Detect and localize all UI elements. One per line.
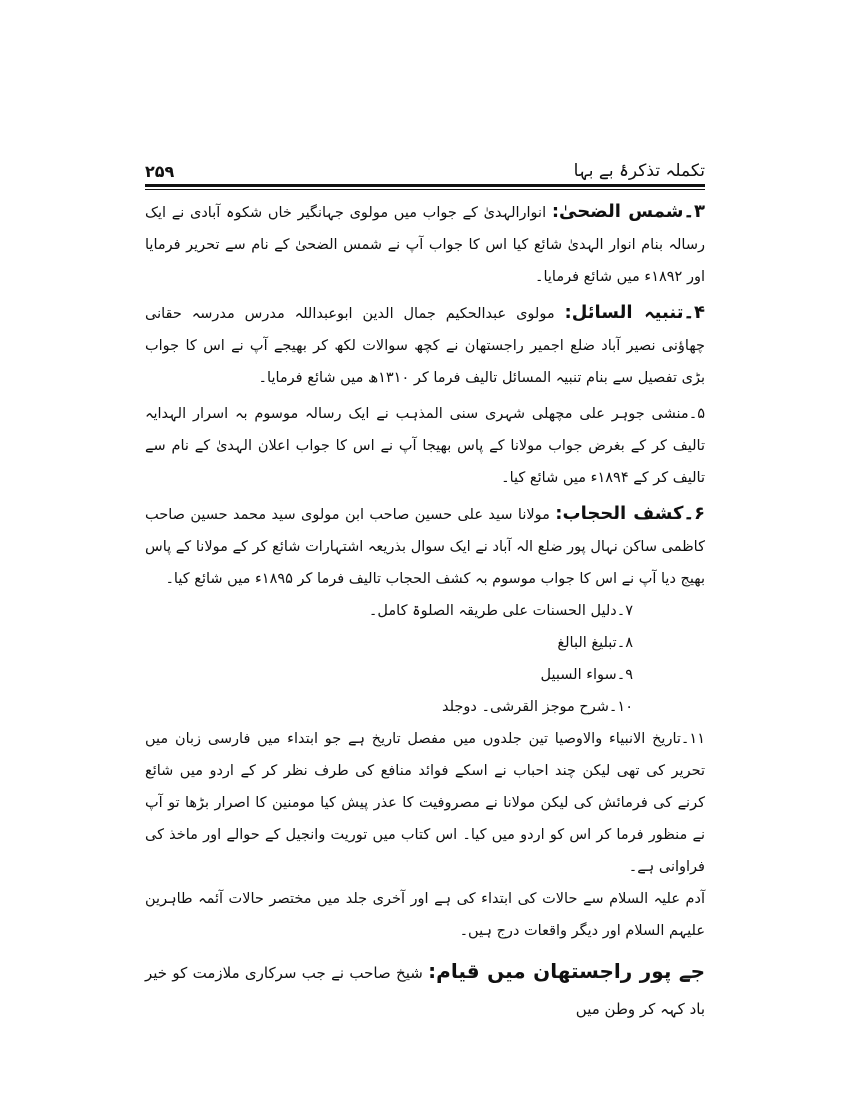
list-item: ۹۔سواء السبیل xyxy=(540,667,633,683)
page-number: ۲۵۹ xyxy=(145,162,175,181)
paragraph-continuation: آدم علیہ السلام سے حالات کی ابتداء کی ہے اور آخری جلد میں مختصر حالات آئمہ طاہرین علیہم السلام اور دیگر واقعات درج ہیں۔ xyxy=(145,891,705,939)
header-rule-thick xyxy=(145,184,705,187)
section-heading: ۴۔تنبیہ السائل: xyxy=(564,302,705,323)
paragraph-text: مولوی عبدالحکیم جمال الدین ابوعبداللہ مدرس مدرسہ حقانی چھاؤنی نصیر آباد ضلع اجمیر راجستھان نے کچھ سوالات لکھ کر بھیجے آپ نے اس کا جواب بڑی تفصیل سے بنام تنبیہ المسائل تالیف فرما کر ۱۳۱۰ھ میں شائع فرمایا۔ xyxy=(145,306,705,386)
running-title: تکملہ تذکرۂ بے بہا xyxy=(573,161,705,181)
page-header xyxy=(145,160,705,182)
paragraph-jaipur xyxy=(145,953,705,1027)
paragraph-text: ۵۔منشی جوہر علی مچھلی شہری سنی المذہب نے ایک رسالہ موسوم بہ اسرار الہدایہ تالیف کر کے بغرض جواب مولانا کے پاس بھیجا آپ نے اس کا جواب اعلان الہدیٰ کے نام سے تالیف کر کے ۱۸۹۴ء میں شائع کیا۔ xyxy=(145,406,705,486)
paragraph-tanbih-us-sail xyxy=(145,297,705,394)
paragraph-text: انوارالہدیٰ کے جواب میں مولوی جہانگیر خاں شکوہ آبادی نے ایک رسالہ بنام انوار الہدیٰ شائع کیا اس کا جواب آپ نے شمس الضحیٰ کے نام سے تحریر فرمایا اور ۱۸۹۲ء میں شائع فرمایا۔ xyxy=(145,205,705,285)
header-rule-thin xyxy=(145,189,705,190)
list-item: ۸۔تبلیغ البالغ xyxy=(557,635,633,651)
paragraph-kashf-ul-hijab xyxy=(145,498,705,595)
paragraph-shams-ul-zuha xyxy=(145,196,705,293)
list-item: ۱۰۔شرح موجز القرشی۔ دوجلد xyxy=(442,699,633,715)
paragraph-item-5 xyxy=(145,398,705,494)
paragraph-text: شیخ صاحب نے جب سرکاری ملازمت کو خیر باد کہہ کر وطن میں xyxy=(145,964,705,1018)
section-heading: ۶۔کشف الحجاب: xyxy=(555,503,706,524)
body-text xyxy=(145,196,705,1027)
list-item: ۷۔دلیل الحسنات علی طریقہ الصلوۃ کامل۔ xyxy=(368,603,633,619)
paragraph-text: مولانا سید علی حسین صاحب ابن مولوی سید محمد حسین صاحب کاظمی ساکن نہال پور ضلع الہ آباد نے ایک سوال بذریعہ اشتہارات شائع کر کے مولانا کے پاس بھیج دیا آپ نے اس کا جواب موسوم بہ کشف الحجاب تالیف فرما کر ۱۸۹۵ء میں شائع کیا۔ xyxy=(145,507,705,587)
section-heading-jaipur: جے پور راجستھان میں قیام: xyxy=(428,959,705,983)
paragraph-tarikh-ul-anbiya: ۱۱۔تاریخ الانبیاء والاوصیا تین جلدوں میں مفصل تاریخ ہے جو ابتداء میں فارسی زبان میں تحریر کی تھی لیکن چند احباب نے اسکے فوائد منافع کی طرف نظر کر کے اردو میں شائع کرنے کی فرمائش کی لیکن مولانا نے مصروفیت کا عذر پیش کیا مومنین کا اصرار بڑھا تو آپ نے منظور فرما کر اس کو اردو میں کیا۔ اس کتاب میں توریت وانجیل کے حوالے اور ماخذ کی فراوانی ہے۔ xyxy=(145,731,705,875)
section-heading: ۳۔شمس الضحیٰ: xyxy=(551,201,706,222)
